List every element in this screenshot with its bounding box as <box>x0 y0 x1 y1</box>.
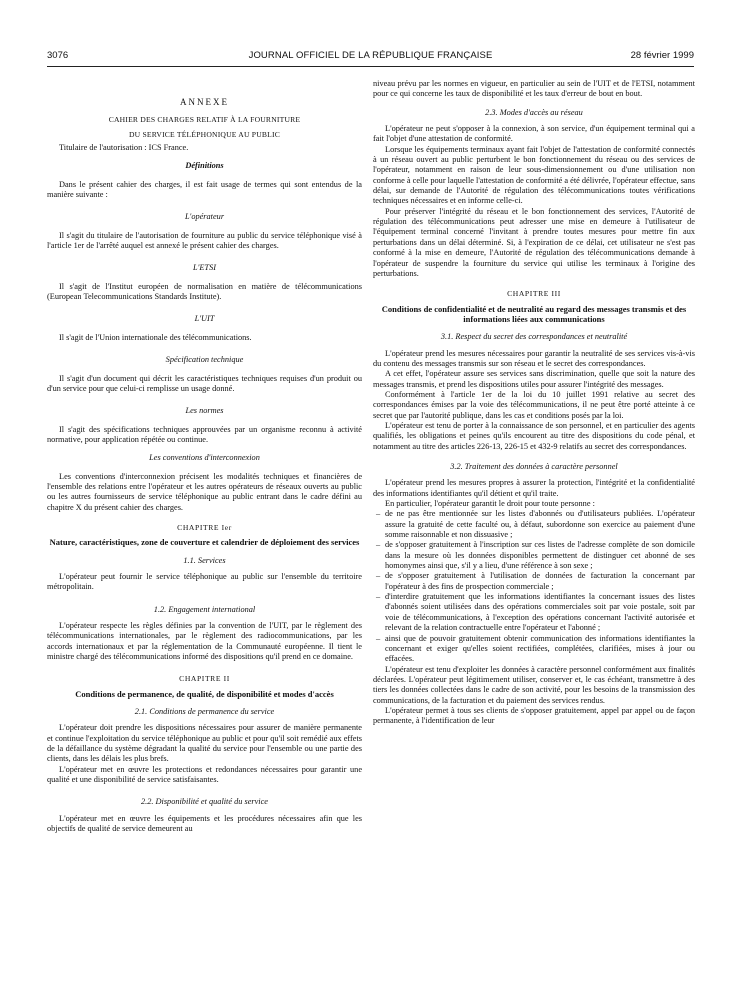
list-item-text: de s'opposer gratuitement à l'utilisation de données de facturation la concernant par l'opérateur à des fins de prospection commerciale ; <box>385 571 695 591</box>
section-1-1-heading <box>47 556 362 566</box>
section-2-3-paragraph-3: Pour préserver l'intégrité du réseau et le bon fonctionnement des services, l'Autorité de régulation des télécommunications peut adresser une mise en demeure à l'utilisateur de l'équipement terminal concerné l'invitant à prendre toutes mesures pour mettre fin aux perturbations dans un délai déterminé. Si, à l'expiration de ce délai, cet utilisateur ne s'est pas conformé à la mise en demeure, l'Autorité de régulation des télécommunications demande à l'opérateur de suspendre la fourniture du service qui utilise les terminaux à l'origine des perturbations. <box>373 206 695 278</box>
section-3-1-text: 3.1. Respect du secret des correspondances et neutralité <box>440 332 628 342</box>
section-2-2-heading <box>47 797 362 807</box>
section-1-2-heading <box>47 605 362 615</box>
cahier-title-line-2: DU SERVICE TÉLÉPHONIQUE AU PUBLIC <box>129 129 280 139</box>
list-item: – de ne pas être mentionnée sur les listes d'abonnés ou d'utilisateurs publiées. L'opérateur assure la gratuité de cette faculté ou, à défaut, subordonne son exercice au paiement d'une somme raisonnable et non dissuasive ; <box>376 509 695 540</box>
continued-paragraph: niveau prévu par les normes en vigueur, en particulier au sein de l'UIT et de l'ETSI, notamment pour ce qui concerne les taux de disponibilité et les taux d'erreur de bout en bout. <box>373 79 695 99</box>
header-rule <box>47 66 694 67</box>
titulaire-line: Titulaire de l'autorisation : ICS France. <box>59 143 189 153</box>
section-3-2-paragraph-3: L'opérateur est tenu d'exploiter les données à caractère personnel conformément aux finalités déclarées. L'opérateur peut légitimement utiliser, conserver et, le cas échéant, transmettre à des tiers les données collectées dans le cadre de son activité, pour les besoins de la transmission des communications, de la facturation et du paiement des services rendus. <box>373 664 695 705</box>
conventions-paragraph: Les conventions d'interconnexion précisent les modalités techniques et financières de l'ensemble des relations entre l'opérateur et les autres opérateurs de réseaux ouverts au public ou les autres fournisseurs de service téléphonique au public entrant dans le cadre défini au chapitre X du présent cahier des charges. <box>47 471 362 512</box>
chapter-1-title: Nature, caractéristiques, zone de couverture et calendrier de déploiement des services <box>49 537 360 548</box>
list-item-text: d'interdire gratuitement que les informations identifiantes la concernant issues des listes d'abonnés soient utilisées dans des opérations commerciales soit par voie postale, soit par voie de télécommunications, à l'exception des opérations concernant l'activité autorisée et relevant de la relation contractuelle entre l'opérateur et l'abonné ; <box>385 592 695 633</box>
conventions-heading: Les conventions d'interconnexion <box>149 453 260 463</box>
section-3-1-paragraph-2: A cet effet, l'opérateur assure ses services sans discrimination, quelle que soit la nature des messages transmis, et prend les dispositions utiles pour assurer l'intégrité des messages. <box>373 369 695 389</box>
section-2-1-heading <box>47 707 362 717</box>
section-3-2-paragraph-4: L'opérateur permet à tous ses clients de s'opposer gratuitement, appel par appel ou de façon permanente, à l'identification de leur <box>373 705 695 726</box>
section-3-2-heading <box>373 462 695 472</box>
page-header <box>47 50 694 64</box>
normes-paragraph: Il s'agit des spécifications techniques approuvées par un organisme reconnu à activité normative, pour application répétée ou continue. <box>47 424 362 444</box>
section-2-2-paragraph: L'opérateur met en œuvre les équipements et les procédures nécessaires afin que les objectifs de qualité de service demeurent au <box>47 813 362 834</box>
section-2-3-text: 2.3. Modes d'accès au réseau <box>485 107 583 117</box>
section-2-1-paragraph-2: L'opérateur met en œuvre les protections et redondances nécessaires pour garantir une qualité et une disponibilité de service satisfaisantes. <box>47 764 362 785</box>
list-item-text: ainsi que de pouvoir gratuitement obtenir communication des informations identifiantes la concernant et exiger qu'elles soient rectifiées, complétées, clarifiées, mises à jour ou effacées. <box>385 633 695 664</box>
section-3-1-paragraph-3: Conformément à l'article 1er de la loi du 10 juillet 1991 relative au secret des correspondances émises par la voie des télécommunications, il ne peut être porté atteinte à ce secret que par l'autorité publique, dans les cas et conditions posés par la loi. <box>373 389 695 420</box>
section-2-2-text: 2.2. Disponibilité et qualité du service <box>141 797 268 807</box>
chapter-2-label: CHAPITRE II <box>179 674 230 684</box>
list-item: – d'interdire gratuitement que les informations identifiantes la concernant issues des listes d'abonnés soient utilisées dans des opérations commerciales soit par voie postale, soit par voie de télécommunications, à l'exception des opérations concernant l'activité autorisée et relevant de la relation contractuelle entre l'opérateur et l'abonné ; <box>376 592 695 633</box>
section-2-1-text: 2.1. Conditions de permanence du service <box>134 707 275 717</box>
annexe-heading: ANNEXE <box>180 97 229 107</box>
chapter-1-label: CHAPITRE Ier <box>177 522 232 532</box>
operateur-heading: L'opérateur <box>184 212 225 222</box>
publication-date: 28 février 1999 <box>630 50 694 61</box>
etsi-heading: L'ETSI <box>193 263 216 273</box>
section-3-1-heading <box>373 332 695 342</box>
list-item-text: de s'opposer gratuitement à l'inscription sur ces listes de l'adresse complète de son domicile dans la mesure où les données disponibles permettent de distinguer cet abonné de ses homonymes ainsi que, s'il y a lieu, d'une référence à son sexe ; <box>385 540 695 571</box>
definitions-paragraph: Dans le présent cahier des charges, il est fait usage de termes qui sont entendus de la manière suivante : <box>47 179 362 200</box>
section-3-2-paragraph-2: En particulier, l'opérateur garantit le droit pour toute personne : <box>385 499 595 509</box>
chapter-3-label: CHAPITRE III <box>507 289 561 299</box>
section-3-2-text: 3.2. Traitement des données à caractère personnel <box>450 462 618 471</box>
page-number: 3076 <box>47 50 69 61</box>
spec-heading: Spécification technique <box>165 355 244 365</box>
section-1-1-paragraph: L'opérateur peut fournir le service téléphonique au public sur l'ensemble du territoire métropolitain. <box>47 571 362 592</box>
section-2-3-paragraph-1: L'opérateur ne peut s'opposer à la connexion, à son service, d'un équipement terminal qui a fait l'objet d'une attestation de conformité. <box>373 124 695 144</box>
etsi-paragraph: Il s'agit de l'Institut européen de normalisation en matière de télécommunications (European Telecommunications Standards Institute). <box>47 281 362 302</box>
list-item: – de s'opposer gratuitement à l'utilisation de données de facturation la concernant par l'opérateur à des fins de prospection commerciale ; <box>376 571 695 591</box>
section-1-1-text: 1.1. Services <box>183 555 226 565</box>
right-column <box>373 79 695 727</box>
section-3-1-paragraph-4: L'opérateur est tenu de porter à la connaissance de son personnel, et en particulier des agents qualifiés, les obligations et peines qu'ils encourent au titre des dispositions du code pénal, et notamment au titre des articles 226-13, 226-15 et 432-9 relatifs au secret des correspondances. <box>373 420 695 451</box>
section-2-3-heading <box>373 108 695 118</box>
list-item: – de s'opposer gratuitement à l'inscription sur ces listes de l'adresse complète de son domicile dans la mesure où les données disponibles permettent de distinguer cet abonné de ses homonymes ainsi que, s'il y a lieu, d'une référence à son sexe ; <box>376 540 695 571</box>
operateur-paragraph: Il s'agit du titulaire de l'autorisation de fourniture au public du service téléphonique visé à l'article 1er de l'arrêté auquel est annexé le présent cahier des charges. <box>47 230 362 251</box>
left-column <box>47 97 362 835</box>
journal-title: JOURNAL OFFICIEL DE LA RÉPUBLIQUE FRANÇAISE <box>248 50 493 61</box>
cahier-title-line-1: CAHIER DES CHARGES RELATIF À LA FOURNITURE <box>108 115 301 125</box>
section-1-2-text: 1.2. Engagement international <box>153 604 256 614</box>
section-3-1-paragraph-1: L'opérateur prend les mesures nécessaires pour garantir la neutralité de ses services vis-à-vis du contenu des messages transmis sur son réseau et le secret des correspondances. <box>373 348 695 368</box>
normes-heading: Les normes <box>185 406 224 416</box>
section-2-1-paragraph-1: L'opérateur doit prendre les dispositions nécessaires pour assurer de manière permanente et continue l'exploitation du service téléphonique au public et pour qu'il soit remédié aux effets de la défaillance du système dégradant la qualité du service pour l'ensemble ou une partie des clients, dans les délais les plus brefs. <box>47 723 362 764</box>
list-item: – ainsi que de pouvoir gratuitement obtenir communication des informations identifiantes la concernant et exiger qu'elles soient rectifiées, complétées, clarifiées, mises à jour ou effacées. <box>376 633 695 664</box>
chapter-2-title: Conditions de permanence, de qualité, de disponibilité et modes d'accès <box>75 688 334 699</box>
section-1-2-paragraph: L'opérateur respecte les règles définies par la convention de l'UIT, par le règlement des télécommunications internationales, par le règlement des radiocommunications, par les accords internationaux et par la réglementation de la Communauté européenne. Il tient le ministre chargé des télécommunications informé des dispositions qu'il prend en ce domaine. <box>47 621 362 662</box>
spec-paragraph: Il s'agit d'un document qui décrit les caractéristiques techniques requises d'un produit ou d'un service pour que celui-ci remplisse un usage donné. <box>47 373 362 393</box>
definitions-heading: Définitions <box>185 161 224 171</box>
chapter-3-title: Conditions de confidentialité et de neutralité au regard des messages transmis et des informations liées aux communications <box>381 303 687 324</box>
section-2-3-paragraph-2: Lorsque les équipements terminaux ayant fait l'objet de l'attestation de conformité connectés à un réseau ouvert au public perturbent le bon fonctionnement du réseau ou des services de l'opérateur, notamment en raison de leur sous-dimensionnement ou d'une utilisation non conforme à celle pour laquelle l'attestation de conformité a été délivrée, l'opérateur effectue, sans délai, sur demande de l'Autorité de régulation des télécommunications toutes vérifications techniques nécessaires et en informe celle-ci. <box>373 144 695 206</box>
uit-heading: L'UIT <box>194 314 215 324</box>
uit-paragraph: Il s'agit de l'Union internationale des télécommunications. <box>59 332 252 342</box>
section-3-2-paragraph-1: L'opérateur prend les mesures propres à assurer la protection, l'intégrité et la confidentialité des informations identifiantes qu'il détient et qu'il traite. <box>373 478 695 498</box>
list-item-text: de ne pas être mentionnée sur les listes d'abonnés ou d'utilisateurs publiées. L'opérateur assure la gratuité de cette faculté ou, à défaut, subordonne son exercice au paiement d'une somme raisonnable et non dissuasive ; <box>385 509 695 540</box>
